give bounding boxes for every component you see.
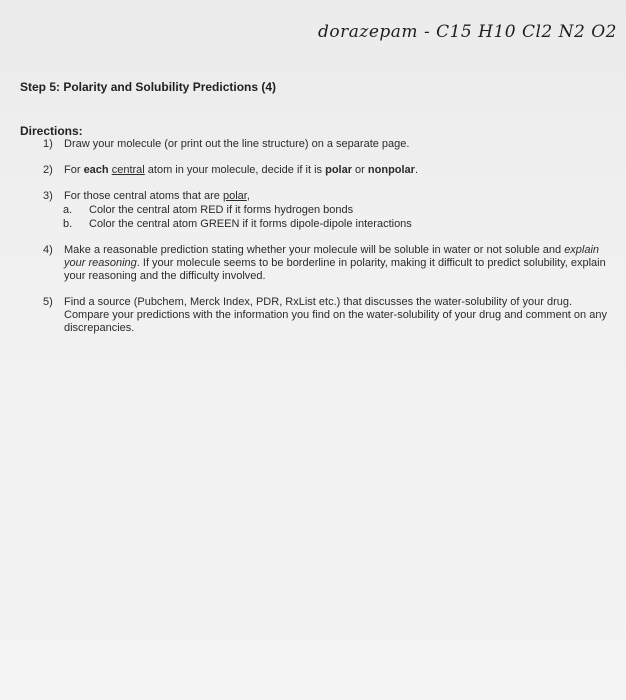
text-run: Make a reasonable prediction stating whether your molecule will be soluble in water or not soluble and <box>64 244 565 256</box>
sub-item-b <box>38 218 608 231</box>
text-run: For those central atoms that are <box>64 190 223 202</box>
text-run: , <box>246 190 250 202</box>
list-item-2 <box>43 164 608 177</box>
text-run: or <box>352 164 368 176</box>
emphasis-explain: explain your reasoning <box>64 244 600 269</box>
emphasis-nonpolar: nonpolar <box>367 164 415 176</box>
item-text <box>64 190 608 231</box>
item-number: 3) <box>43 190 53 202</box>
list-item-1 <box>43 138 608 151</box>
sub-item-text: Color the central atom GREEN if it forms dipole-dipole interactions <box>89 218 412 230</box>
list-item-4 <box>43 244 608 283</box>
emphasis-polar: polar <box>325 164 352 176</box>
item-text: Find a source (Pubchem, Merck Index, PDR, RxList etc.) that discusses the water-solubility of your drug. Compare your predictions with the information you find on the water-solubility of your drug and comment on any discrepancies. <box>64 296 607 334</box>
directions-list <box>43 138 608 348</box>
item-number: 2) <box>43 164 53 176</box>
sub-item-letter: a. <box>63 204 73 216</box>
item-number: 5) <box>43 296 53 308</box>
text-run: atom in your molecule, decide if it is <box>144 164 326 176</box>
list-item-5 <box>43 296 608 335</box>
item-number: 4) <box>43 244 53 256</box>
directions-label: Directions: <box>20 124 83 138</box>
item-text <box>64 164 608 177</box>
emphasis-each: each <box>83 164 109 176</box>
text-run: For <box>64 164 84 176</box>
text-run: . If your molecule seems to be borderline in polarity, making it difficult to predict solubility, explain your reasoning and the difficulty involved. <box>64 257 606 282</box>
item-text: Draw your molecule (or print out the line structure) on a separate page. <box>64 138 410 150</box>
item-text <box>64 244 608 283</box>
text-run: . <box>414 164 419 176</box>
sub-item-text: Color the central atom RED if it forms hydrogen bonds <box>89 204 354 216</box>
underlined-polar: polar <box>222 190 247 202</box>
underlined-central: central <box>111 164 145 176</box>
item-number: 1) <box>43 138 53 150</box>
handwritten-drug-formula: dorazepam - C15 H10 Cl2 N2 O2 <box>318 22 618 42</box>
sub-item-letter: b. <box>63 218 73 230</box>
list-item-3 <box>43 190 608 231</box>
sub-item-a <box>38 204 608 217</box>
step-title: Step 5: Polarity and Solubility Predictions (4) <box>20 80 277 94</box>
